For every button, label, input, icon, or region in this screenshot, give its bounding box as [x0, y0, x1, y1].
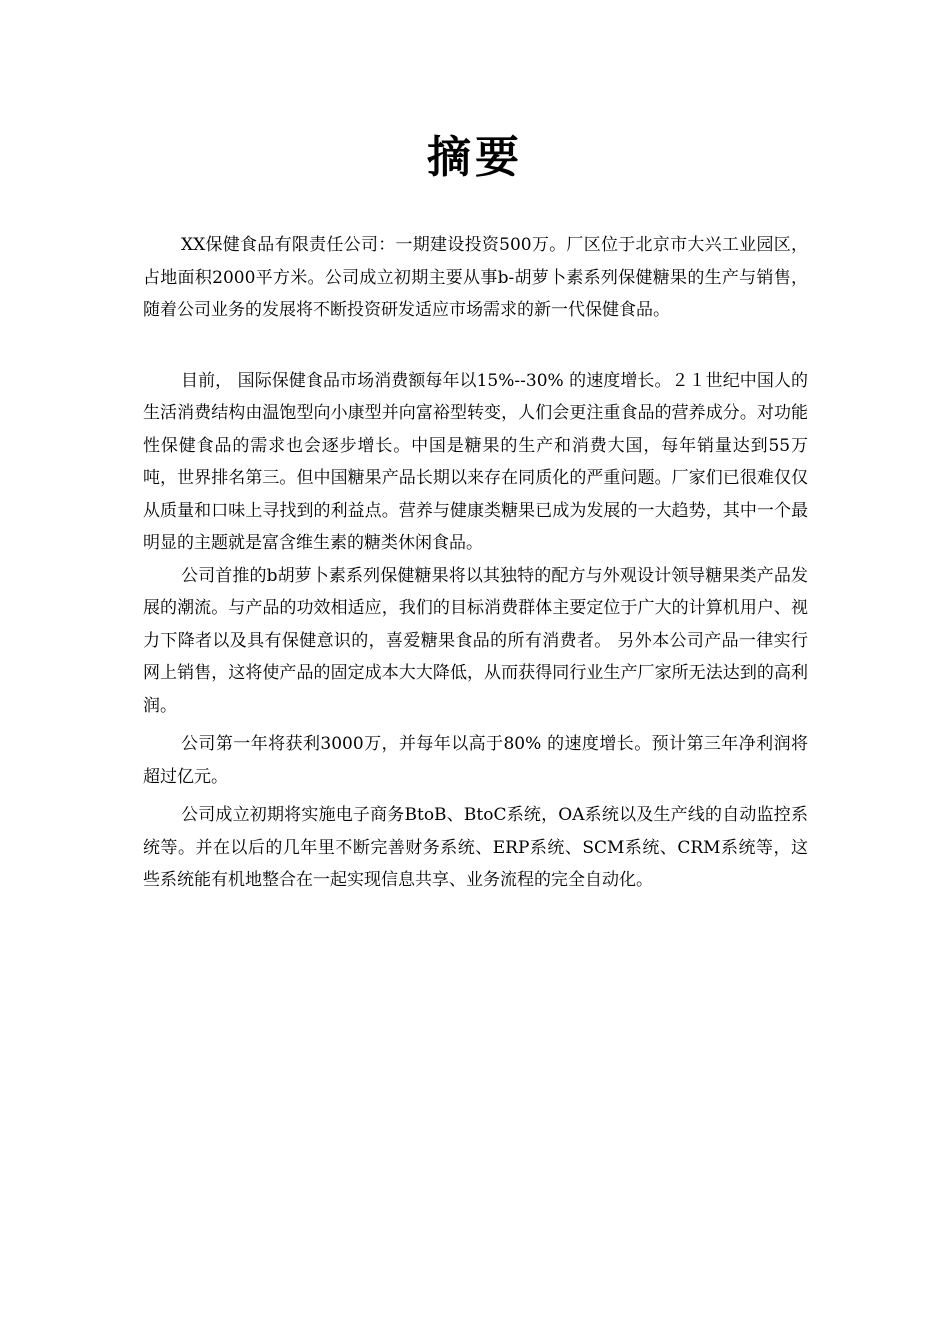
paragraph-market-analysis: 目前， 国际保健食品市场消费额每年以15%--30% 的速度增长。２１世纪中国人的生活消费结构由温饱型向小康型并向富裕型转变，人们会更注重食品的营养成分。对功能性保健食品的需求也会逐步增长。中国是糖果的生产和消费大国，每年销量达到55万吨，世界排名第三。但中国糖果产品长期以来存在同质化的严重问题。厂家们已很难仅仅从质量和口味上寻找到的利益点。营养与健康类糖果已成为发展的一大趋势，其中一个最明显的主题就是富含维生素的糖类休闲食品。	[143, 370, 808, 553]
page-title: 摘要	[427, 132, 523, 183]
document-body	[143, 229, 808, 897]
paragraph-systems-plan: 公司成立初期将实施电子商务BtoB、BtoC系统，OA系统以及生产线的自动监控系统等。并在以后的几年里不断完善财务系统、ERP系统、SCM系统、CRM系统等，这些系统能有机地整合在一起实现信息共享、业务流程的完全自动化。	[143, 805, 808, 890]
paragraph-profit-forecast: 公司第一年将获利3000万，并每年以高于80% 的速度增长。预计第三年净利润将超过亿元。	[143, 734, 808, 787]
paragraph-product-strategy: 公司首推的b胡萝卜素系列保健糖果将以其独特的配方与外观设计领导糖果类产品发展的潮流。与产品的功效相适应，我们的目标消费群体主要定位于广大的计算机用户、视力下降者以及具有保健意识的，喜爱糖果食品的所有消费者。 另外本公司产品一律实行网上销售，这将使产品的固定成本大大降低，从而获得同行业生产厂家所无法达到的高利润。	[143, 565, 808, 716]
paragraph-company-overview: XX保健食品有限责任公司：一期建设投资500万。厂区位于北京市大兴工业园区，占地面积2000平方米。公司成立初期主要从事b-胡萝卜素系列保健糖果的生产与销售，随着公司业务的发展将不断投资研发适应市场需求的新一代保健食品。	[143, 235, 808, 320]
